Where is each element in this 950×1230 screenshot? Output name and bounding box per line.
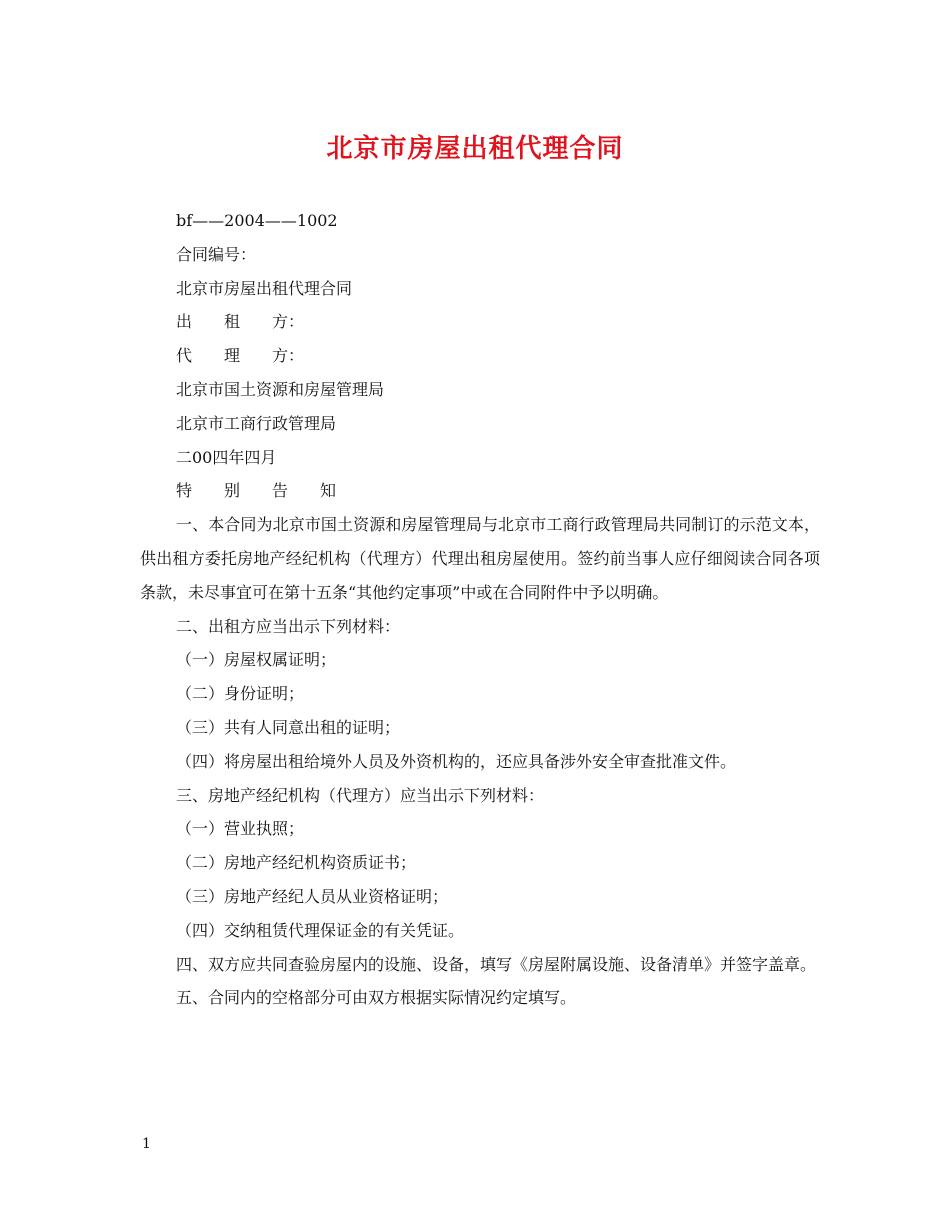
notice-2-heading: 二、出租方应当出示下列材料： [176,616,401,636]
page-number: 1 [142,1136,151,1152]
notice-2-item: （四）将房屋出租给境外人员及外资机构的，还应具备涉外安全审查批准文件。 [176,751,737,771]
contract-name: 北京市房屋出租代理合同 [176,278,353,298]
notice-2-item: （一）房屋权属证明； [176,650,337,670]
issuer-industry-commerce-bureau: 北京市工商行政管理局 [176,413,337,433]
notice-3-item: （三）房地产经纪人员从业资格证明； [176,886,449,906]
notice-paragraph-5: 五、合同内的空格部分可由双方根据实际情况约定填写。 [176,988,577,1008]
contract-code: bf——2004——1002 [176,211,338,230]
document-body [140,204,820,1015]
notice-2-item: （三）共有人同意出租的证明； [176,717,401,737]
notice-3-item: （四）交纳租赁代理保证金的有关凭证。 [176,920,465,940]
notice-3-item: （一）营业执照； [176,819,305,839]
notice-2-item: （二）身份证明； [176,684,305,704]
agent-label: 代 理 方： [176,346,305,366]
document-title: 北京市房屋出租代理合同 [326,134,624,164]
notice-paragraph-4: 四、双方应共同查验房屋内的设施、设备，填写《房屋附属设施、设备清单》并签字盖章。 [176,954,817,974]
notice-paragraph-1: 一、本合同为北京市国土资源和房屋管理局与北京市工商行政管理局共同制订的示范文本，供出租方委托房地产经纪机构（代理方）代理出租房屋使用。签约前当事人应仔细阅读合同各项条款，未尽事宜可在第十五条“其他约定事项”中或在合同附件中予以明确。 [140,515,820,602]
issuer-land-housing-bureau: 北京市国土资源和房屋管理局 [176,379,385,399]
notice-3-heading: 三、房地产经纪机构（代理方）应当出示下列材料： [176,785,545,805]
special-notice-heading: 特 别 告 知 [176,481,337,501]
notice-3-item: （二）房地产经纪机构资质证书； [176,853,417,873]
issue-date: 二00四年四月 [176,447,277,467]
lessor-label: 出 租 方： [176,312,305,332]
contract-number-label: 合同编号： [176,244,257,264]
